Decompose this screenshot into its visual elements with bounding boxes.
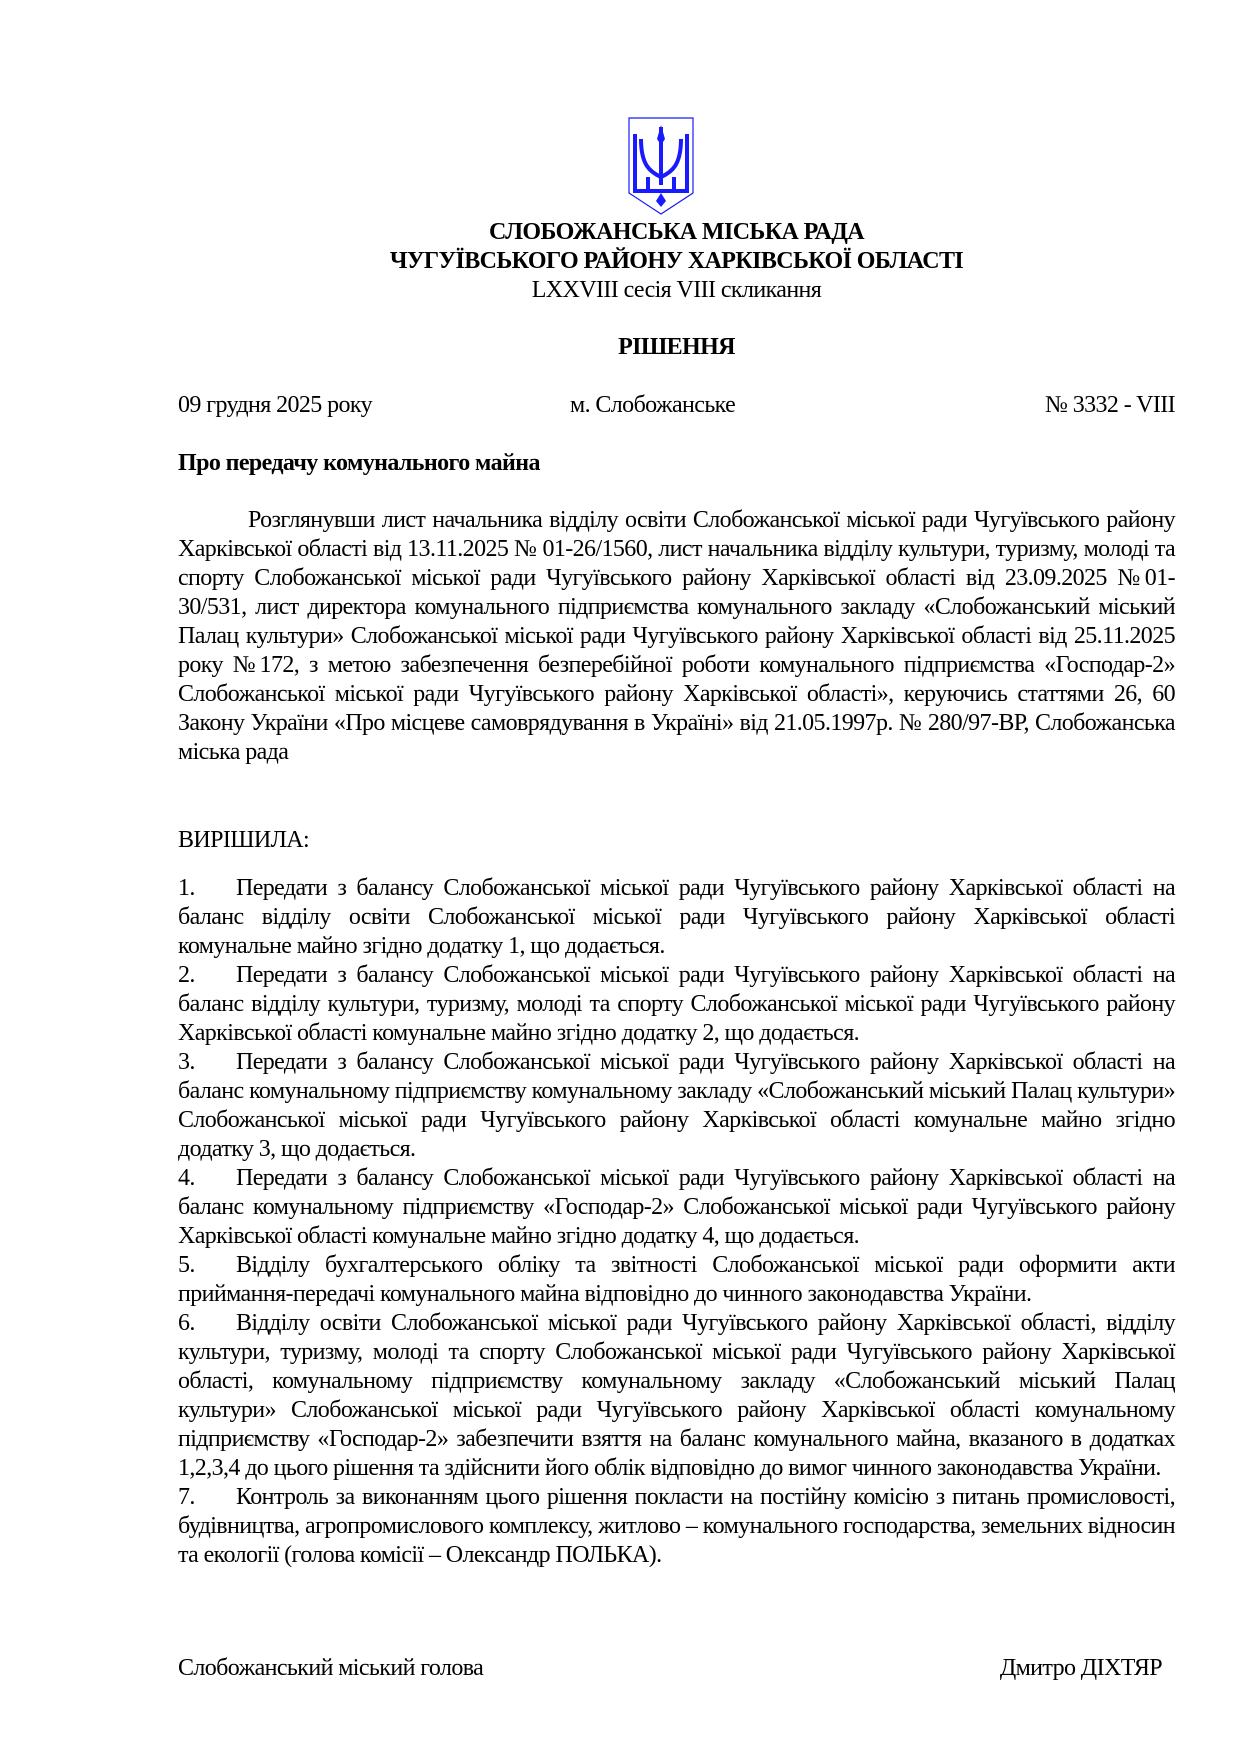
decision-item [178,961,1175,1048]
item-text: Передати з балансу Слобожанської міської ради Чугуївського району Харківської області на баланс комунальному підприємству «Господар-2» Слобожанської міської ради Чугуївського району Харківської області комунальне майно згідно додатку 4, що додається. [178,1165,1175,1249]
decision-item [178,1309,1175,1483]
item-text: Відділу освіти Слобожанської міської ради Чугуївського району Харківської області, відділу культури, туризму, молоді та спорту Слобожанської міської ради Чугуївського району Харківської області, комунальному підприємству комунальному закладу «Слобожанський міський Палац культури» Слобожанської міської ради Чугуївського району Харківської області комунальному підприємству «Господар-2» забезпечити взяття на баланс комунального майна, вказаного в додатках 1,2,3,4 до цього рішення та здійснити його облік відповідно до вимог чинного законодавства України. [178,1310,1175,1481]
session-info: LXXVIII сесія VIII скликання [531,277,822,303]
item-number: 5. [178,1252,195,1278]
item-number: 2. [178,962,195,988]
document-type: РІШЕННЯ [618,334,735,360]
decision-item [178,1164,1175,1251]
decision-number: № 3332 - VIII [1045,392,1175,418]
decision-place: м. Слобожанське [570,392,736,418]
decision-item [178,1048,1175,1164]
council-name: СЛОБОЖАНСЬКА МІСЬКА РАДА [488,219,864,245]
item-number: 6. [178,1310,195,1336]
signature-position: Слобожанський міський голова [178,1655,484,1681]
preamble: Розглянувши лист начальника відділу освіти Слобожанської міської ради Чугуївського району Харківської області від 13.11.2025 № 01-26/1560, лист начальника відділу культури, туризму, молоді та спорту Слобожанської міської ради Чугуївського району Харківської області від 23.09.2025 №01-30/531, лист директора комунального підприємства комунального закладу «Слобожанський міський Палац культури» Слобожанської міської ради Чугуївського району Харківської області від 25.11.2025 року №172, з метою забезпечення безперебійної роботи комунального підприємства «Господар-2» Слобожанської міської ради Чугуївського району Харківської області», керуючись статтями 26, 60 Закону України «Про місцеве самоврядування в Україні» від 21.05.1997р. № 280/97-ВР, Слобожанська міська рада [178,507,1175,765]
item-text: Передати з балансу Слобожанської міської ради Чугуївського району Харківської області на баланс комунальному підприємству комунальному закладу «Слобожанський міський Палац культури» Слобожанської міської ради Чугуївського району Харківської області комунальне майно згідно додатку 3, що додається. [178,1049,1175,1162]
district-name: ЧУГУЇВСЬКОГО РАЙОНУ ХАРКІВСЬКОЇ ОБЛАСТІ [389,248,964,274]
item-number: 1. [178,875,195,901]
decision-item [178,874,1175,961]
decision-item [178,1251,1175,1309]
item-text: Передати з балансу Слобожанської міської ради Чугуївського району Харківської області на баланс відділу освіти Слобожанської міської ради Чугуївського району Харківської області комунальне майно згідно додатку 1, що додається. [178,875,1175,959]
decision-subject: Про передачу комунального майна [178,450,540,476]
decision-date: 09 грудня 2025 року [178,392,373,418]
item-text: Передати з балансу Слобожанської міської ради Чугуївського району Харківської області на баланс відділу культури, туризму, молоді та спорту Слобожанської міської ради Чугуївського району Харківської області комунальне майно згідно додатку 2, що додається. [178,962,1175,1046]
signature-name: Дмитро ДІХТЯР [999,1655,1162,1681]
decision-items [178,874,1175,1570]
coat-of-arms-icon [628,117,694,215]
item-text: Контроль за виконанням цього рішення покласти на постійну комісію з питань промисловості, будівництва, агропромислового комплексу, житлово – комунального господарства, земельних відносин та екології (голова комісії – Олександр ПОЛЬКА). [178,1484,1175,1568]
item-number: 3. [178,1049,195,1075]
decision-item [178,1483,1175,1570]
decided-heading: ВИРІШИЛА: [178,827,310,853]
item-number: 7. [178,1484,195,1510]
item-number: 4. [178,1165,195,1191]
item-text: Відділу бухгалтерського обліку та звітності Слобожанської міської ради оформити акти приймання-передачі комунального майна відповідно до чинного законодавства України. [178,1252,1175,1307]
